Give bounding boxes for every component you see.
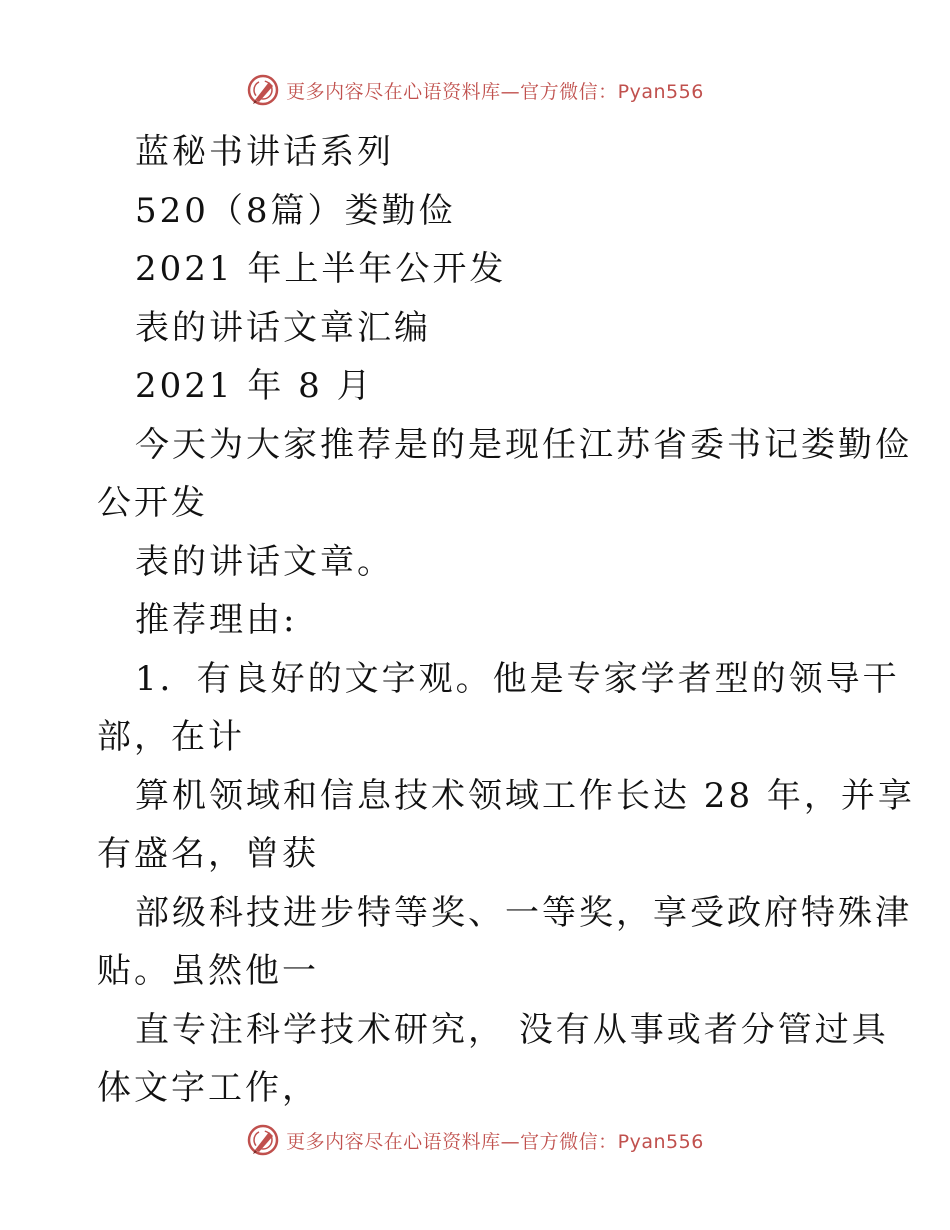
- text-line: 表的讲话文章汇编: [135, 307, 431, 348]
- text-line: 520（8篇）娄勤俭: [135, 190, 456, 231]
- header-banner: [0, 70, 950, 110]
- red-pen-logo-icon: [246, 73, 280, 107]
- text-line: 算机领域和信息技术领域工作长达 28 年，并享: [135, 775, 915, 816]
- text-line: 2021 年 8 月: [135, 366, 374, 406]
- text-line: 部，在计: [97, 717, 245, 757]
- text-line: 公开发: [97, 483, 208, 523]
- body-text: [97, 123, 915, 1118]
- red-pen-logo-icon: [246, 1123, 280, 1157]
- text-line: 部级科技进步特等奖、一等奖，享受政府特殊津: [135, 892, 912, 933]
- text-line: 今天为大家推荐是的是现任江苏省委书记娄勤俭: [135, 424, 912, 465]
- text-line: 推荐理由:: [135, 600, 298, 640]
- banner-text: 更多内容尽在心语资料库—官方微信：Pyan556: [286, 1130, 704, 1153]
- footer-banner: [0, 1120, 950, 1160]
- text-line: 体文字工作，: [97, 1068, 319, 1108]
- banner-text: 更多内容尽在心语资料库—官方微信：Pyan556: [286, 80, 704, 103]
- text-line: 直专注科学技术研究， 没有从事或者分管过具: [135, 1009, 889, 1050]
- text-line: 贴。虽然他一: [97, 951, 319, 991]
- text-line: 2021 年上半年公开发: [135, 249, 507, 289]
- text-line: 有盛名，曾获: [97, 834, 319, 874]
- text-line: 表的讲话文章。: [135, 541, 394, 582]
- text-line: 1．有良好的文字观。他是专家学者型的领导干: [135, 658, 900, 699]
- text-line: 蓝秘书讲话系列: [135, 132, 394, 172]
